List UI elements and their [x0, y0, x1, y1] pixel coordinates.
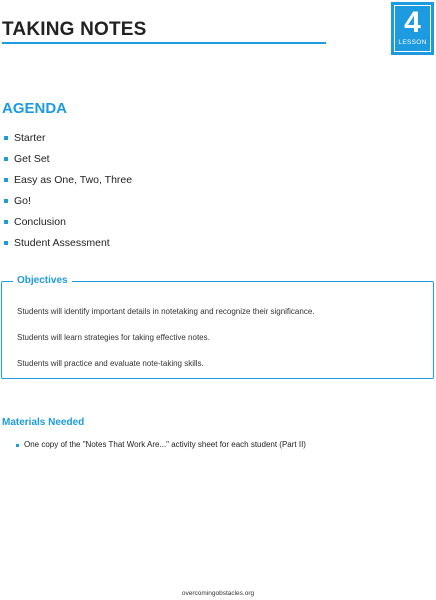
- agenda-list: [4, 128, 132, 254]
- objectives-box: [1, 275, 434, 379]
- objectives-heading: Objectives: [13, 274, 72, 288]
- lesson-number: 4: [404, 6, 421, 39]
- footer-url: overcomingobstacles.org: [181, 590, 255, 597]
- materials-item-label: One copy of the "Notes That Work Are..." activity sheet for each student (Part II): [24, 440, 306, 449]
- square-bullet-icon: [4, 241, 8, 245]
- square-bullet-icon: [4, 157, 8, 161]
- agenda-item-label: Go!: [14, 195, 31, 207]
- objective-item: Students will learn strategies for taking effective notes.: [17, 333, 210, 342]
- materials-list: [16, 439, 306, 451]
- agenda-item-label: Starter: [14, 132, 46, 144]
- agenda-item: [4, 233, 132, 254]
- objectives-list: [17, 299, 315, 377]
- square-bullet-icon: [4, 136, 8, 140]
- objective-item: Students will identify important details in notetaking and recognize their significance.: [17, 307, 315, 316]
- agenda-item: [4, 212, 132, 233]
- agenda-item: [4, 170, 132, 191]
- materials-heading: Materials Needed: [2, 417, 85, 428]
- square-bullet-icon: [4, 220, 8, 224]
- lesson-badge: [391, 2, 434, 55]
- agenda-item: [4, 191, 132, 212]
- materials-item: [16, 439, 306, 451]
- agenda-heading: AGENDA: [2, 100, 68, 117]
- page-title: TAKING NOTES: [2, 19, 147, 40]
- square-bullet-icon: [16, 444, 19, 447]
- agenda-item-label: Conclusion: [14, 216, 66, 228]
- square-bullet-icon: [4, 199, 8, 203]
- agenda-item: [4, 149, 132, 170]
- title-underline: [2, 42, 326, 44]
- agenda-item: [4, 128, 132, 149]
- agenda-item-label: Student Assessment: [14, 237, 110, 249]
- objective-item: Students will practice and evaluate note-taking skills.: [17, 359, 204, 368]
- lesson-badge-frame: [394, 5, 431, 52]
- agenda-item-label: Get Set: [14, 153, 50, 165]
- square-bullet-icon: [4, 178, 8, 182]
- agenda-item-label: Easy as One, Two, Three: [14, 174, 133, 186]
- lesson-label: LESSON: [398, 39, 427, 46]
